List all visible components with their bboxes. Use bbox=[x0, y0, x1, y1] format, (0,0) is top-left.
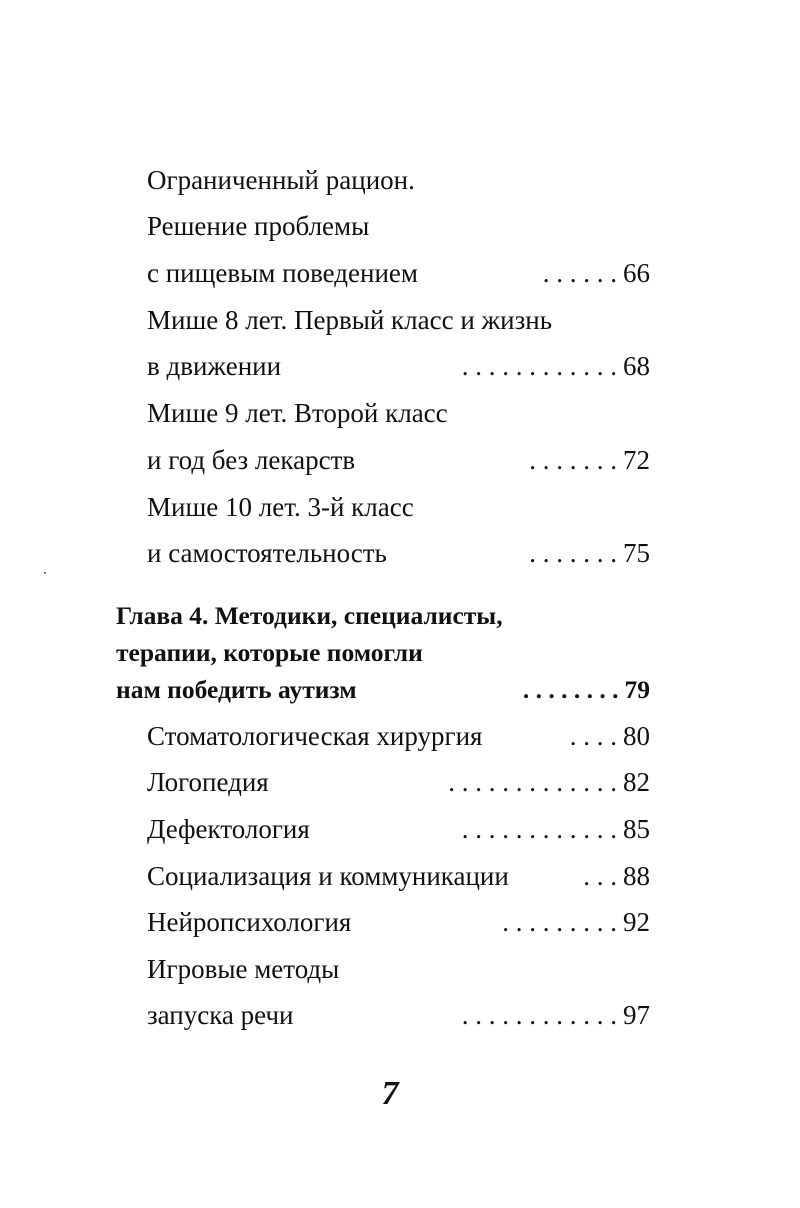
toc-line bbox=[147, 300, 650, 340]
toc-page-number: 92 bbox=[623, 907, 650, 937]
toc-page-number: 66 bbox=[623, 258, 650, 288]
toc-line bbox=[147, 809, 650, 849]
toc-line bbox=[147, 762, 650, 802]
toc-entry-text: Нейропсихология bbox=[147, 907, 352, 937]
chapter-heading-line bbox=[116, 670, 650, 710]
dot-leader: . . . . . . . . . bbox=[502, 907, 617, 937]
dot-leader: . . . . . . . . . . . . bbox=[461, 351, 617, 381]
toc-entry-text: Дефектология bbox=[147, 814, 310, 844]
toc-entry-text: Игровые методы bbox=[147, 954, 340, 984]
chapter-heading-line bbox=[116, 596, 650, 636]
dot-leader: . . . . . . . . . . . . bbox=[461, 814, 617, 844]
chapter-title: терапии, которые помогли bbox=[116, 638, 423, 667]
dot-leader: . . . bbox=[583, 861, 617, 891]
dot-leader: . . . . . . . . bbox=[522, 675, 619, 704]
chapter-heading-line bbox=[116, 633, 650, 673]
toc-page-number: 82 bbox=[623, 767, 650, 797]
toc-line bbox=[147, 856, 650, 896]
dot-leader: . . . . . . . bbox=[529, 445, 617, 475]
toc-line bbox=[147, 902, 650, 942]
toc-entry-text: запуска речи bbox=[147, 1000, 294, 1030]
toc-line bbox=[147, 716, 650, 756]
toc-line bbox=[147, 487, 650, 527]
chapter-title: Глава 4. Методики, специалисты, bbox=[116, 601, 503, 630]
toc-entry-text: Мише 8 лет. Первый класс и жизнь bbox=[147, 305, 553, 335]
toc-entry-text: Ограниченный рацион. bbox=[147, 165, 415, 195]
toc-page-number: 68 bbox=[623, 351, 650, 381]
toc-page-number: 85 bbox=[623, 814, 650, 844]
page-number: 7 bbox=[381, 1075, 399, 1112]
dot-leader: . . . . . . . . . . . . . bbox=[448, 767, 617, 797]
toc-line bbox=[147, 393, 650, 433]
toc-line bbox=[147, 253, 650, 293]
toc-entry-text: Стоматологическая хирургия bbox=[147, 721, 483, 751]
toc-line bbox=[147, 949, 650, 989]
toc-page-number: 80 bbox=[623, 721, 650, 751]
toc-line bbox=[147, 206, 650, 246]
toc-line bbox=[147, 346, 650, 386]
toc-entry-text: Мише 10 лет. 3-й класс bbox=[147, 492, 414, 522]
toc-line bbox=[147, 160, 650, 200]
toc-page-number: 75 bbox=[623, 538, 650, 568]
dot-leader: . . . . . . bbox=[542, 258, 617, 288]
toc-entry-text: Мише 9 лет. Второй класс bbox=[147, 398, 448, 428]
dot-leader: . . . . . . . . . . . . bbox=[461, 1000, 617, 1030]
chapter-title: нам победить аутизм bbox=[116, 675, 357, 704]
toc-page-number: 88 bbox=[623, 861, 650, 891]
toc-line bbox=[147, 533, 650, 573]
toc-entry-text: и год без лекарств bbox=[147, 445, 356, 475]
chapter-page-number: 79 bbox=[624, 675, 650, 704]
dot-leader: . . . . bbox=[569, 721, 617, 751]
toc-line bbox=[147, 440, 650, 480]
toc-entry-text: с пищевым поведением bbox=[147, 258, 418, 288]
toc-page-number: 72 bbox=[623, 445, 650, 475]
print-speck bbox=[44, 572, 46, 574]
toc-entry-text: Решение проблемы bbox=[147, 211, 370, 241]
dot-leader: . . . . . . . bbox=[529, 538, 617, 568]
toc-line bbox=[147, 995, 650, 1035]
toc-page-number: 97 bbox=[623, 1000, 650, 1030]
toc-entry-text: и самостоятельность bbox=[147, 538, 387, 568]
toc-entry-text: в движении bbox=[147, 351, 282, 381]
toc-entry-text: Логопедия bbox=[147, 767, 269, 797]
toc-entry-text: Социализация и коммуникации bbox=[147, 861, 509, 891]
